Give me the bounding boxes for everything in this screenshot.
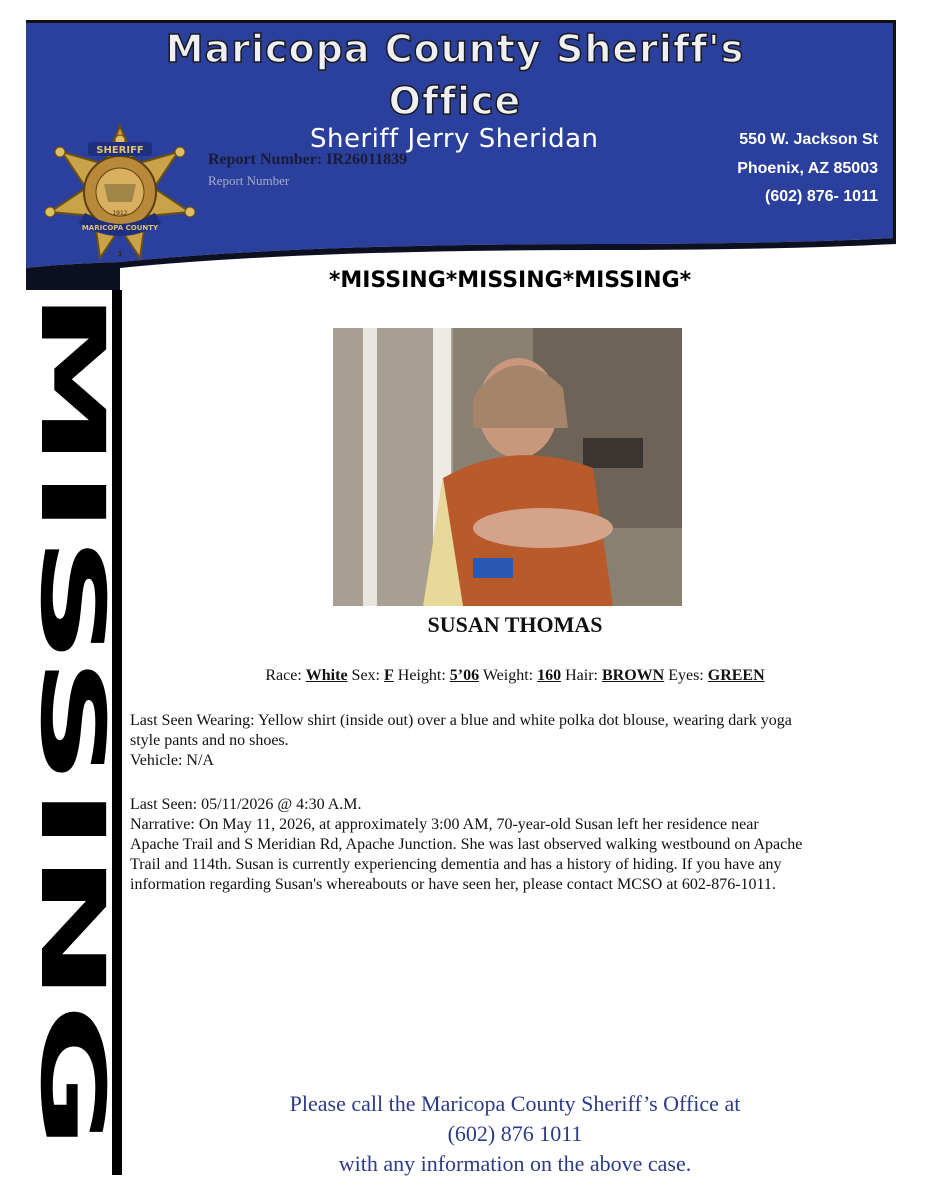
badge-bottom-text: MARICOPA COUNTY <box>81 224 159 232</box>
race-label: Race: <box>265 667 302 684</box>
address-city: Phoenix, AZ 85003 <box>737 160 878 177</box>
sex-label: Sex: <box>351 667 380 684</box>
physical-description <box>140 667 890 685</box>
race-value: White <box>305 667 348 684</box>
missing-person-photo <box>333 328 682 606</box>
weight-label: Weight: <box>482 667 534 684</box>
eyes-label: Eyes: <box>668 667 704 684</box>
height-value: 5’06 <box>449 667 480 684</box>
person-name: SUSAN THOMAS <box>427 612 603 637</box>
sex-value: F <box>384 667 394 684</box>
last-seen: Last Seen: 05/11/2026 @ 4:30 A.M. <box>130 796 362 813</box>
narrative-line4: information regarding Susan's whereabouts or have seen her, please contact MCSO at 602-876-1011. <box>130 876 776 893</box>
org-title-line2: Office <box>388 79 522 123</box>
narrative-line1: Narrative: On May 11, 2026, at approximately 3:00 AM, 70-year-old Susan left her residence near <box>130 816 759 833</box>
last-seen-wearing-line1: Last Seen Wearing: Yellow shirt (inside out) over a blue and white polka dot blouse, wearing dark yoga <box>130 712 792 729</box>
report-number-label: Report Number <box>208 173 290 188</box>
footer-line1: Please call the Maricopa County Sheriff’s Office at <box>289 1091 741 1116</box>
badge-number: 1 <box>117 250 123 258</box>
missing-vertical-text: MISSING <box>21 290 124 712</box>
vehicle: Vehicle: N/A <box>130 752 214 769</box>
missing-vertical-banner <box>21 290 124 1175</box>
footer-line3: with any information on the above case. <box>338 1151 692 1176</box>
report-number: Report Number: IR26011839 <box>208 151 408 168</box>
hair-value: BROWN <box>601 667 665 684</box>
footer-phone[interactable]: (602) 876 1011 <box>447 1121 583 1146</box>
hair-label: Hair: <box>565 667 598 684</box>
address-street: 550 W. Jackson St <box>739 131 878 148</box>
narrative-line3: Trail and 114th. Susan is currently experiencing dementia and has a history of hiding. If you have any <box>130 856 782 873</box>
sheriff-name: Sheriff Jerry Sheridan <box>310 124 599 154</box>
badge-top-text: SHERIFF <box>96 145 144 156</box>
sheriff-star-badge-icon <box>44 122 196 264</box>
weight-value: 160 <box>537 667 562 684</box>
last-seen-wearing-line2: style pants and no shoes. <box>130 732 289 749</box>
org-title-line1: Maricopa County Sheriff's <box>165 27 745 71</box>
narrative-line2: Apache Trail and S Meridian Rd, Apache Junction. She was last observed walking westbound on Apache <box>130 836 803 853</box>
badge-year: 1912 <box>112 210 128 217</box>
height-label: Height: <box>397 667 446 684</box>
eyes-value: GREEN <box>707 667 765 684</box>
missing-headline: *MISSING*MISSING*MISSING* <box>328 268 692 293</box>
office-phone: (602) 876- 1011 <box>765 188 878 205</box>
